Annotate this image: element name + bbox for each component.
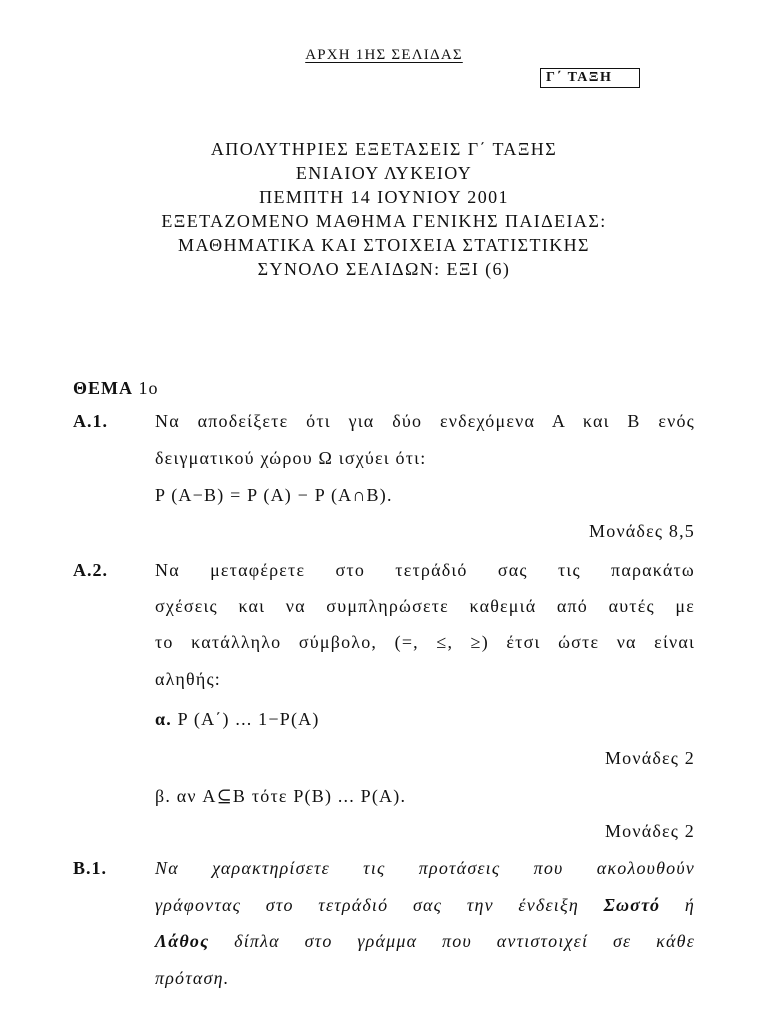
question-a2-row4 <box>73 667 695 703</box>
question-a1-row1 <box>73 409 695 445</box>
question-a2-row2 <box>73 594 695 630</box>
topic-label: ΘΕΜΑ <box>73 378 133 398</box>
marks: Μονάδες 8,5 <box>589 521 695 541</box>
question-text <box>155 929 695 953</box>
sub-question-label: α. <box>155 709 172 729</box>
exam-title-line: ΠΕΜΠΤΗ 14 ΙΟΥΝΙΟΥ 2001 <box>259 187 509 207</box>
question-a2-beta-row <box>73 784 695 820</box>
marks: Μονάδες 2 <box>604 748 695 768</box>
question-text: Να χαρακτηρίσετε τις προτάσεις που ακολουθούν <box>155 858 695 878</box>
question-a1-marks-row <box>73 519 695 555</box>
question-b1-row2 <box>73 893 695 929</box>
exam-title-line: ΕΞΕΤΑΖΟΜΕΝΟ ΜΑΘΗΜΑ ΓΕΝΙΚΗΣ ΠΑΙΔΕΙΑΣ: <box>161 211 607 231</box>
sub-question-text: P (A΄) ... 1−P(A) <box>177 709 320 729</box>
question-a2-alpha-row <box>73 707 695 743</box>
question-text <box>155 893 695 917</box>
sub-question-label: β. <box>155 786 172 806</box>
exam-title-block <box>0 137 768 281</box>
sub-question-text: αν A⊆B τότε P(B) ... P(A). <box>176 786 407 806</box>
question-a2-beta-marks-row <box>73 819 695 855</box>
question-text: δειγματικού χώρου Ω ισχύει ότι: <box>155 448 427 468</box>
question-b1-row4 <box>73 966 695 1002</box>
question-text: αληθής: <box>155 669 221 689</box>
page-start-label: ΑΡΧΗ 1ΗΣ ΣΕΛΙΔΑΣ <box>305 47 463 63</box>
question-number: Α.1. <box>73 411 108 431</box>
question-text-part: γράφοντας στο τετράδιό σας την ένδειξη <box>155 895 604 915</box>
question-text-part: δίπλα στο γράμμα που αντιστοιχεί σε κάθε <box>209 931 695 951</box>
question-text: Να μεταφέρετε στο τετράδιό σας τις παρακάτω <box>155 560 695 580</box>
question-a2-row3 <box>73 630 695 666</box>
question-a2-row1 <box>73 558 695 594</box>
question-text: Να αποδείξετε ότι για δύο ενδεχόμενα Α και Β ενός <box>155 411 695 431</box>
class-box: Γ΄ ΤΑΞΗ <box>540 68 640 88</box>
exam-title-line: ΣΥΝΟΛΟ ΣΕΛΙΔΩΝ: ΕΞΙ (6) <box>257 259 511 279</box>
question-a1-row2 <box>73 446 695 482</box>
exam-title-line: ΕΝΙΑΙΟΥ ΛΥΚΕΙΟΥ <box>295 163 473 183</box>
sub-question-beta <box>155 784 695 808</box>
keyword-correct: Σωστό <box>603 895 661 915</box>
question-b1-row3 <box>73 929 695 965</box>
question-a2-alpha-marks-row <box>73 746 695 782</box>
question-text: το κατάλληλο σύμβολο, (=, ≤, ≥) έτσι ώστε να είναι <box>155 632 695 652</box>
topic-number: 1ο <box>138 378 159 398</box>
exam-title-line: ΜΑΘΗΜΑΤΙΚΑ ΚΑΙ ΣΤΟΙΧΕΙΑ ΣΤΑΤΙΣΤΙΚΗΣ <box>178 235 590 255</box>
question-a1-row3 <box>73 483 695 519</box>
question-number: Α.2. <box>73 560 108 580</box>
topic-heading <box>73 378 159 399</box>
exam-title-line: ΑΠΟΛΥΤΗΡΙΕΣ ΕΞΕΤΑΣΕΙΣ Γ΄ ΤΑΞΗΣ <box>210 139 558 159</box>
marks: Μονάδες 2 <box>604 821 695 841</box>
question-text: πρόταση. <box>155 968 230 988</box>
question-text-part: ή <box>660 895 695 915</box>
sub-question-alpha <box>155 707 695 731</box>
keyword-wrong: Λάθος <box>155 931 210 951</box>
question-text: σχέσεις και να συμπληρώσετε καθεμιά από αυτές με <box>155 596 695 616</box>
question-number: Β.1. <box>73 858 108 878</box>
formula: P (A−B) = P (A) − P (A∩B). <box>155 485 393 505</box>
question-b1-row1 <box>73 856 695 892</box>
